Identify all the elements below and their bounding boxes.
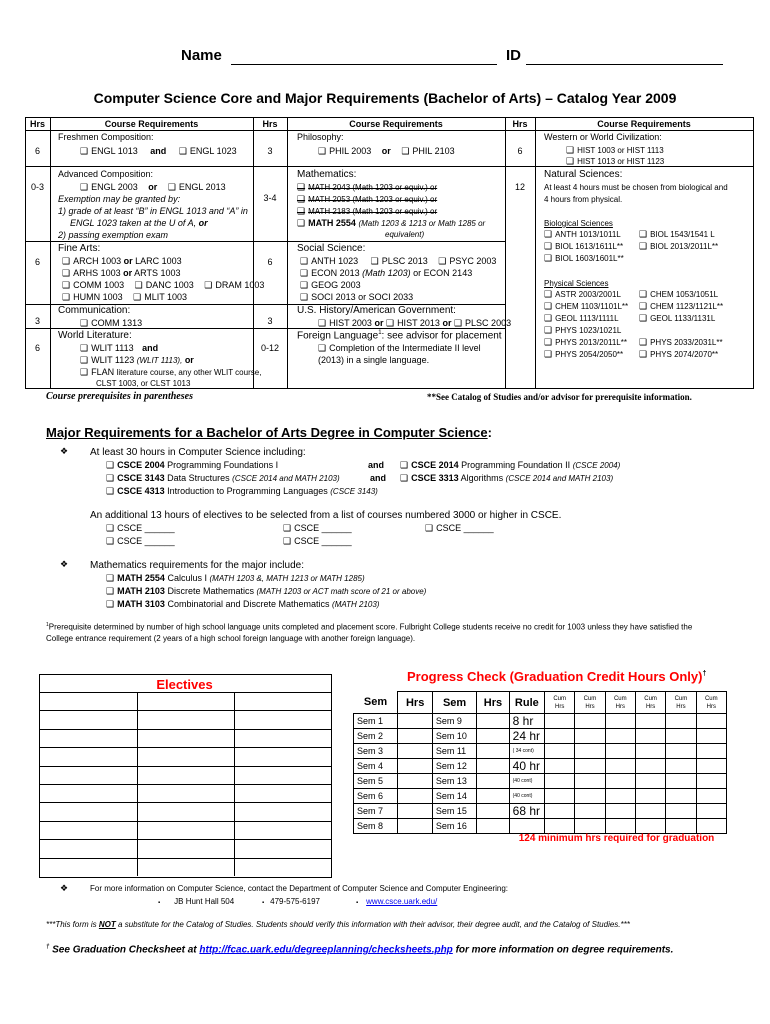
checkbox[interactable]: ❑ <box>62 281 71 291</box>
major-row-1-conj: and <box>368 460 385 470</box>
social-row-a: ❑ ANTH 1023 ❑ PLSC 2013 ❑ PSYC 2003 <box>300 256 497 267</box>
col-cum-5: Cum Hrs <box>666 692 696 714</box>
rule-cell: (40 cont) <box>509 774 544 789</box>
social-row-c: ❑ GEOG 2003 <box>300 280 361 291</box>
advanced-title: Advanced Composition: <box>58 169 154 179</box>
checkbox[interactable]: ❑ <box>639 314 648 324</box>
major-math-1: ❑ MATH 2554 Calculus I (MATH 1203 &, MATH 1213 or MATH 1285) <box>106 573 365 584</box>
elective-slot-3[interactable]: ❑ CSCE ______ <box>425 523 494 534</box>
semester-label: Sem 11 <box>432 744 476 759</box>
contact-url-item: ▪ www.csce.uark.edu/ <box>356 897 438 906</box>
checkbox[interactable]: ❑ <box>134 281 143 291</box>
checkbox[interactable]: ❑ <box>300 281 309 291</box>
natsci-title: Natural Sciences: <box>544 169 623 180</box>
hours-cell[interactable] <box>477 744 509 759</box>
worldlit-title: World Literature: <box>58 330 132 341</box>
checkbox[interactable]: ❑ <box>297 219 306 229</box>
hours-cell[interactable] <box>575 714 605 729</box>
worldlit-row-3: ❑ FLAN literature course, any other WLIT course, <box>80 367 262 378</box>
advanced-note-2: 1) grade of at least “B” in ENGL 1013 and “A” in <box>58 206 248 216</box>
col-req-1: Course Requirements <box>104 119 199 129</box>
disclaimer: ***This form is NOT a substitute for the Catalog of Studies. Students should verify this information with their advisor, their degree audit, and the Catalog of Studies.*** <box>46 920 630 929</box>
hours-cell[interactable] <box>477 729 509 744</box>
semester-label: Sem 13 <box>432 774 476 789</box>
rule-cell: 40 hr <box>509 759 544 774</box>
science-course: ❑ BIOL 1613/1611L** <box>544 242 624 252</box>
worldlit-row-1: ❑ WLIT 1113 and <box>80 343 159 354</box>
checkbox[interactable]: ❑ <box>300 257 309 267</box>
checkbox[interactable]: ❑ <box>106 574 115 584</box>
diamond-bullet-icon: ❖ <box>60 560 69 570</box>
checkbox[interactable]: ❑ <box>80 319 89 329</box>
finearts-row-a: ❑ ARCH 1003 or LARC 1003 <box>62 256 182 267</box>
hours-cell[interactable] <box>635 714 665 729</box>
science-course: ❑ PHYS 1023/1021L <box>544 326 622 336</box>
phil-hrs: 3 <box>267 146 273 156</box>
comm-hrs: 3 <box>34 316 40 326</box>
table-row <box>354 759 727 774</box>
science-course: ❑ PHYS 2013/2011L** <box>544 338 627 348</box>
checkbox[interactable]: ❑ <box>544 254 553 264</box>
electives-line <box>39 747 331 748</box>
checkbox[interactable]: ❑ <box>80 368 89 378</box>
major-math-2: ❑ MATH 2103 Discrete Mathematics (MATH 1203 or ACT math score of 21 or above) <box>106 586 427 597</box>
math-struck-3: ❑ MATH 2183 (Math 1203 or equiv.) or <box>297 207 438 217</box>
science-course: ❑ ASTR 2003/2001L <box>544 290 621 300</box>
science-course: ❑ CHEM 1103/1101L** <box>544 302 629 312</box>
checkbox[interactable]: ❑ <box>297 183 306 193</box>
hours-cell[interactable] <box>398 774 432 789</box>
page-title: Computer Science Core and Major Requirements (Bachelor of Arts) – Catalog Year 2009 <box>93 90 677 106</box>
math-intro: Mathematics requirements for the major include: <box>90 560 304 571</box>
hours-cell[interactable] <box>666 744 696 759</box>
hours-cell[interactable] <box>477 774 509 789</box>
checkbox[interactable]: ❑ <box>544 290 553 300</box>
major-row-2-conj: and <box>370 473 387 483</box>
freshmen-hrs: 6 <box>34 146 40 156</box>
col-hrs-1: Hrs <box>29 119 45 129</box>
checkbox[interactable]: ❑ <box>639 230 648 240</box>
hours-cell[interactable] <box>575 789 605 804</box>
checkbox[interactable]: ❑ <box>80 147 89 157</box>
col-cum-3: Cum Hrs <box>605 692 635 714</box>
contact-intro: For more information on Computer Science, contact the Department of Computer Science and Computer Engineering: <box>90 884 508 893</box>
hours-cell[interactable] <box>398 819 432 834</box>
electives-line <box>39 821 331 822</box>
col-hrs-2: Hrs <box>477 692 509 714</box>
science-course: ❑ BIOL 2013/2011L** <box>639 242 719 252</box>
col-hrs-1: Hrs <box>398 692 432 714</box>
rule-cell: 68 hr <box>509 804 544 819</box>
hours-cell[interactable] <box>635 774 665 789</box>
hours-cell[interactable] <box>635 759 665 774</box>
finearts-row-b: ❑ ARHS 1003 or ARTS 1003 <box>62 268 181 279</box>
checkbox[interactable]: ❑ <box>106 600 115 610</box>
checkbox[interactable]: ❑ <box>401 147 410 157</box>
western-hrs: 6 <box>517 146 523 156</box>
table-row <box>354 714 727 729</box>
checkbox[interactable]: ❑ <box>106 587 115 597</box>
hours-cell[interactable] <box>545 804 575 819</box>
checkbox[interactable]: ❑ <box>80 183 89 193</box>
hours-cell[interactable] <box>666 729 696 744</box>
semester-label: Sem 4 <box>354 759 398 774</box>
table-row <box>354 819 727 834</box>
social-row-d: ❑ SOCI 2013 or SOCI 2033 <box>300 292 414 303</box>
checkbox[interactable]: ❑ <box>62 269 71 279</box>
worldlit-row-3b: CLST 1003, or CLST 1013 <box>96 379 191 388</box>
checkbox[interactable]: ❑ <box>400 461 409 471</box>
natsci-note-2: 4 hours from physical. <box>544 195 623 204</box>
semester-label: Sem 15 <box>432 804 476 819</box>
electives-line <box>39 784 331 785</box>
advanced-note-1: Exemption may be granted by: <box>58 194 181 204</box>
checkbox[interactable]: ❑ <box>544 302 553 312</box>
col-hrs-3: Hrs <box>512 119 528 129</box>
major-intro-30: At least 30 hours in Computer Science including: <box>90 447 306 458</box>
major-row-2-b: ❑ CSCE 3313 Algorithms (CSCE 2014 and MATH 2103) <box>400 473 614 484</box>
science-course: ❑ PHYS 2074/2070** <box>639 350 719 360</box>
western-row-1: ❑ HIST 1003 or HIST 1113 <box>566 146 664 156</box>
comm-title: Communication: <box>58 305 131 316</box>
social-title: Social Science: <box>297 243 366 254</box>
hours-cell[interactable] <box>605 714 635 729</box>
rule-cell: 24 hr <box>509 729 544 744</box>
checkbox[interactable]: ❑ <box>544 230 553 240</box>
id-field[interactable] <box>526 64 723 65</box>
major-row-2: ❑ CSCE 3143 Data Structures (CSCE 2014 and MATH 2103) <box>106 473 340 484</box>
hours-cell[interactable] <box>696 804 726 819</box>
hours-cell[interactable] <box>545 819 575 834</box>
col-req-2: Course Requirements <box>349 119 443 129</box>
semester-label: Sem 12 <box>432 759 476 774</box>
hours-cell[interactable] <box>398 804 432 819</box>
hours-cell[interactable] <box>477 759 509 774</box>
social-hrs: 6 <box>267 257 273 267</box>
finearts-title: Fine Arts: <box>58 243 101 254</box>
science-course: ❑ BIOL 1543/1541 L <box>639 230 715 240</box>
footnote-2: College entrance requirement (2 years of a high school foreign language with another foreign language). <box>46 634 416 643</box>
checkbox[interactable]: ❑ <box>453 319 463 329</box>
electives-line <box>39 729 331 730</box>
finearts-hrs: 6 <box>34 257 40 267</box>
hours-cell[interactable] <box>545 774 575 789</box>
semester-label: Sem 8 <box>354 819 398 834</box>
table-row <box>354 744 727 759</box>
electives-title: Electives <box>156 677 213 692</box>
col-rule: Rule <box>509 692 544 714</box>
phil-title: Philosophy: <box>297 132 344 142</box>
checkbox[interactable]: ❑ <box>106 487 115 497</box>
hours-cell[interactable] <box>635 789 665 804</box>
table-row <box>354 804 727 819</box>
hours-cell[interactable] <box>398 729 432 744</box>
checkbox[interactable]: ❑ <box>133 293 142 303</box>
name-label: Name <box>181 47 222 64</box>
table-row <box>354 729 727 744</box>
semester-label: Sem 6 <box>354 789 398 804</box>
comm-course: ❑ COMM 1313 <box>80 318 143 329</box>
hours-cell[interactable] <box>635 744 665 759</box>
diamond-bullet-icon: ❖ <box>60 884 69 894</box>
min-hours-note: 124 minimum hrs required for graduation <box>518 833 715 844</box>
col-cum-1: Cum Hrs <box>545 692 575 714</box>
checksheet-note: † See Graduation Checksheet at http://fcac.uark.edu/degreeplanning/checksheets.php for more information on degree requirements. <box>46 944 674 956</box>
rule-cell: (40 cont) <box>509 789 544 804</box>
progress-table <box>353 691 727 834</box>
freshmen-title: Freshmen Composition: <box>58 132 154 142</box>
semester-label: Sem 14 <box>432 789 476 804</box>
hours-cell[interactable] <box>696 819 726 834</box>
hours-cell[interactable] <box>575 729 605 744</box>
natsci-hrs: 12 <box>514 182 525 192</box>
science-course: ❑ GEOL 1133/1131L <box>639 314 716 324</box>
semester-label: Sem 10 <box>432 729 476 744</box>
checkbox[interactable]: ❑ <box>639 350 648 360</box>
hours-cell[interactable] <box>696 729 726 744</box>
hours-cell[interactable] <box>545 744 575 759</box>
hours-cell[interactable] <box>398 789 432 804</box>
advanced-note-3: ENGL 1023 taken at the U of A, or <box>70 218 208 228</box>
checkbox[interactable]: ❑ <box>639 290 648 300</box>
contact-address: ▪ JB Hunt Hall 504 <box>158 897 235 906</box>
hours-cell[interactable] <box>605 759 635 774</box>
elective-slot-1[interactable]: ❑ CSCE ______ <box>106 523 175 534</box>
checkbox[interactable]: ❑ <box>106 474 115 484</box>
hours-cell[interactable] <box>477 789 509 804</box>
elective-slot-5[interactable]: ❑ CSCE ______ <box>283 536 352 547</box>
science-course: ❑ PHYS 2033/2031L** <box>639 338 723 348</box>
foreign-hrs: 0-12 <box>260 343 279 353</box>
major-title: Major Requirements for a Bachelor of Arts Degree in Computer Science: <box>46 425 492 440</box>
hours-cell[interactable] <box>605 744 635 759</box>
col-sem-1: Sem <box>354 692 398 714</box>
checkbox[interactable]: ❑ <box>204 281 213 291</box>
hours-cell[interactable] <box>575 759 605 774</box>
table-row <box>354 789 727 804</box>
science-course: ❑ ANTH 1013/1011L <box>544 230 621 240</box>
hours-cell[interactable] <box>666 714 696 729</box>
major-math-3: ❑ MATH 3103 Combinatorial and Discrete Mathematics (MATH 2103) <box>106 599 380 610</box>
science-course: ❑ BIOL 1603/1601L** <box>544 254 624 264</box>
semester-label: Sem 7 <box>354 804 398 819</box>
hours-cell[interactable] <box>635 819 665 834</box>
checkbox[interactable]: ❑ <box>544 314 553 324</box>
western-title: Western or World Civilization: <box>544 132 662 142</box>
checkbox[interactable]: ❑ <box>297 207 306 217</box>
hours-cell[interactable] <box>635 729 665 744</box>
hours-cell[interactable] <box>696 774 726 789</box>
phys-title: Physical Sciences <box>544 279 609 288</box>
checkbox[interactable]: ❑ <box>639 302 648 312</box>
contact-phone: ▪ 479-575-6197 <box>262 897 320 906</box>
hours-cell[interactable] <box>696 714 726 729</box>
checkbox[interactable]: ❑ <box>167 183 176 193</box>
math-course: ❑ MATH 2554 (Math 1203 & 1213 or Math 1285 or <box>297 218 486 229</box>
ushist-courses: ❑ HIST 2003 or ❑ HIST 2013 or ❑ PLSC 2003 <box>318 318 512 329</box>
worldlit-row-2: ❑ WLIT 1123 (WLIT 1113), or <box>80 355 194 366</box>
checkbox[interactable]: ❑ <box>639 242 648 252</box>
electives-line <box>39 692 331 693</box>
foreign-title: Foreign Language$^1$: see advisor for placement <box>297 330 502 342</box>
checkbox[interactable]: ❑ <box>438 257 447 267</box>
semester-label: Sem 5 <box>354 774 398 789</box>
checkbox[interactable]: ❑ <box>318 147 327 157</box>
science-course: ❑ PHYS 2054/2050** <box>544 350 624 360</box>
hours-cell[interactable] <box>545 714 575 729</box>
table-row <box>354 774 727 789</box>
catalog-note: **See Catalog of Studies and/or advisor for prerequisite information. <box>427 392 692 402</box>
checkbox[interactable]: ❑ <box>62 293 71 303</box>
hours-cell[interactable] <box>696 759 726 774</box>
hours-cell[interactable] <box>477 819 509 834</box>
advanced-hrs: 0-3 <box>30 182 44 192</box>
ushist-title: U.S. History/American Government: <box>297 305 456 316</box>
hours-cell[interactable] <box>575 744 605 759</box>
checkbox[interactable]: ❑ <box>80 356 89 366</box>
checkbox[interactable]: ❑ <box>80 344 89 354</box>
checkbox[interactable]: ❑ <box>300 269 309 279</box>
ushist-hrs: 3 <box>267 316 273 326</box>
hours-cell[interactable] <box>545 759 575 774</box>
semester-label: Sem 9 <box>432 714 476 729</box>
checkbox[interactable]: ❑ <box>544 326 553 336</box>
bio-title: Biological Sciences <box>544 219 613 228</box>
hours-cell[interactable] <box>666 774 696 789</box>
math-hrs: 3-4 <box>263 193 277 203</box>
hours-cell[interactable] <box>696 789 726 804</box>
checkbox[interactable]: ❑ <box>297 195 306 205</box>
hours-cell[interactable] <box>666 759 696 774</box>
col-req-3: Course Requirements <box>597 119 691 129</box>
electives-intro: An additional 13 hours of electives to be selected from a list of courses numbered 3000 or higher in CSCE. <box>90 510 562 521</box>
col-sem-2: Sem <box>432 692 476 714</box>
semester-label: Sem 16 <box>432 819 476 834</box>
hours-cell[interactable] <box>398 759 432 774</box>
electives-line <box>39 839 331 840</box>
checksheet-link[interactable]: http://fcac.uark.edu/degreeplanning/checksheets.php <box>199 944 453 956</box>
semester-label: Sem 3 <box>354 744 398 759</box>
diamond-bullet-icon: ❖ <box>60 447 69 457</box>
rule-cell: ( 34 cont) <box>509 744 544 759</box>
rule-cell <box>509 819 544 834</box>
checkbox[interactable]: ❑ <box>62 257 71 267</box>
finearts-row-c: ❑ COMM 1003 ❑ DANC 1003 ❑ DRAM 1003 <box>62 280 265 291</box>
hours-cell[interactable] <box>477 804 509 819</box>
checkbox[interactable]: ❑ <box>544 350 553 360</box>
hours-cell[interactable] <box>398 714 432 729</box>
hours-cell[interactable] <box>575 819 605 834</box>
major-row-3: ❑ CSCE 4313 Introduction to Programming Languages (CSCE 3143) <box>106 486 378 497</box>
electives-line <box>39 858 331 859</box>
electives-line <box>39 766 331 767</box>
western-row-2: ❑ HIST 1013 or HIST 1123 <box>566 157 665 167</box>
elective-slot-4[interactable]: ❑ CSCE ______ <box>106 536 175 547</box>
hours-cell[interactable] <box>605 774 635 789</box>
elective-slot-2[interactable]: ❑ CSCE ______ <box>283 523 352 534</box>
natsci-note-1: At least 4 hours must be chosen from biological and <box>544 183 728 192</box>
math-title: Mathematics: <box>297 169 357 180</box>
checkbox[interactable]: ❑ <box>400 474 409 484</box>
hours-cell[interactable] <box>666 789 696 804</box>
science-course: ❑ CHEM 1123/1121L** <box>639 302 724 312</box>
hours-cell[interactable] <box>666 804 696 819</box>
hours-cell[interactable] <box>575 774 605 789</box>
hours-cell[interactable] <box>666 819 696 834</box>
advanced-courses: ❑ ENGL 2003 or ❑ ENGL 2013 <box>80 182 226 193</box>
math-course-note: equivalent) <box>385 230 425 239</box>
freshmen-courses: ❑ ENGL 1013 and ❑ ENGL 1023 <box>80 146 237 157</box>
phil-courses: ❑ PHIL 2003 or ❑ PHIL 2103 <box>318 146 455 157</box>
checkbox[interactable]: ❑ <box>318 319 327 329</box>
science-course: ❑ CHEM 1053/1051L <box>639 290 719 300</box>
hours-cell[interactable] <box>575 804 605 819</box>
hours-cell[interactable] <box>545 789 575 804</box>
electives-line <box>39 710 331 711</box>
foreign-row-1: ❑ Completion of the Intermediate II level <box>318 343 481 354</box>
checkbox[interactable]: ❑ <box>300 293 309 303</box>
progress-title: Progress Check (Graduation Credit Hours Only)† <box>407 669 707 684</box>
major-row-1: ❑ CSCE 2004 Programming Foundations I <box>106 460 279 471</box>
checkbox[interactable]: ❑ <box>544 242 553 252</box>
footnote-1: $^1$Prerequisite determined by number of high school language units completed and placement score. Fulbright College students receive no credit for 1003 unless they have satisfied the <box>46 622 693 632</box>
electives-line <box>39 802 331 803</box>
hours-cell[interactable] <box>605 729 635 744</box>
checkbox[interactable]: ❑ <box>370 257 379 267</box>
hours-cell[interactable] <box>605 789 635 804</box>
worldlit-hrs: 6 <box>34 343 40 353</box>
col-cum-6: Cum Hrs <box>696 692 726 714</box>
name-field[interactable] <box>231 64 497 65</box>
semester-label: Sem 2 <box>354 729 398 744</box>
checkbox[interactable]: ❑ <box>544 338 553 348</box>
checkbox[interactable]: ❑ <box>106 461 115 471</box>
hours-cell[interactable] <box>635 804 665 819</box>
electives-box <box>39 674 332 878</box>
science-course: ❑ GEOL 1113/1111L <box>544 314 619 324</box>
hours-cell[interactable] <box>696 744 726 759</box>
hours-cell[interactable] <box>477 714 509 729</box>
major-row-1-b: ❑ CSCE 2014 Programming Foundation II (CSCE 2004) <box>400 460 621 471</box>
hours-cell[interactable] <box>545 729 575 744</box>
hours-cell[interactable] <box>398 744 432 759</box>
checkbox[interactable]: ❑ <box>639 338 648 348</box>
social-row-b: ❑ ECON 2013 (Math 1203) or ECON 2143 <box>300 268 473 279</box>
checkbox[interactable]: ❑ <box>566 146 575 156</box>
contact-url-link[interactable]: www.csce.uark.edu/ <box>366 897 438 906</box>
math-struck-1: ❑ MATH 2043 (Math 1203 or equiv.) or <box>297 183 438 193</box>
checkbox[interactable]: ❑ <box>385 319 395 329</box>
advanced-note-4: 2) passing exemption exam <box>58 230 169 240</box>
col-hrs-2: Hrs <box>262 119 278 129</box>
math-struck-2: ❑ MATH 2053 (Math 1203 or equiv.) or <box>297 195 438 205</box>
checkbox[interactable]: ❑ <box>178 147 187 157</box>
foreign-row-2: (2013) in a single language. <box>318 355 430 365</box>
prereq-note: Course prerequisites in parentheses <box>46 391 193 402</box>
finearts-row-d: ❑ HUMN 1003 ❑ MLIT 1003 <box>62 292 188 303</box>
hours-cell[interactable] <box>605 804 635 819</box>
checkbox[interactable]: ❑ <box>566 157 575 167</box>
col-cum-4: Cum Hrs <box>635 692 665 714</box>
checkbox[interactable]: ❑ <box>318 344 327 354</box>
col-cum-2: Cum Hrs <box>575 692 605 714</box>
id-label: ID <box>506 47 521 64</box>
rule-cell: 8 hr <box>509 714 544 729</box>
semester-label: Sem 1 <box>354 714 398 729</box>
hours-cell[interactable] <box>605 819 635 834</box>
